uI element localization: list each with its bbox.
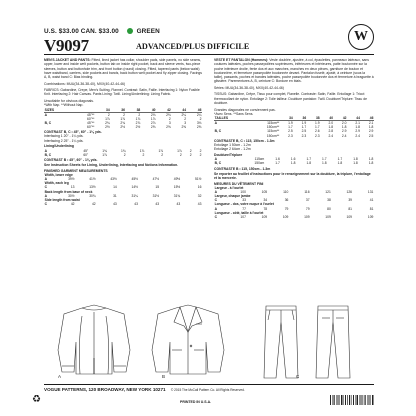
table-row: Width, lower edge xyxy=(44,173,73,178)
interfacing-1: Interfacing 1 20" - 1¼ yds. xyxy=(44,134,84,139)
fabrics: FABRICS: Gabardine, Crepe, Men's Suiting, Flannel. Contrast: Satin, Faille. Interfacing 1: Nylon Fusible Knit. Interfacing 2: Hair Canvas. Pants Lining: Twill. Lining/Underlining: Lining Fabric. xyxy=(44,88,200,97)
price-text: U.S. $33.00 CAN. $33.00 xyxy=(44,28,119,35)
figure-label-a: A xyxy=(58,374,62,379)
size-header: 36 xyxy=(110,108,125,113)
size-header: 40 xyxy=(141,108,156,113)
description-text: Fitted, lined jacket has collar, shoulder pads, side panels, no side seams, upper, lower and inside welt pockets, button tab on inside right pocket, back and sleeve vents, two-piece sleeves, button and buttonhole trim, and front button (round) closing. Fitted, tapered pants (below waist) have waistband, carriers, side pockets and bands, back button welt pocket and fly zipper closing. Facings A, B, waist band C: Bias binding. xyxy=(44,58,202,80)
table-row: B, C 115cm** 2.5 2.5 2.6 2.8 2.9 2.9 2.9 xyxy=(214,129,374,134)
interfacing-2: Interfacing 2 25" - 1¼ yds. xyxy=(44,138,84,143)
barcode-icon xyxy=(330,395,374,405)
table-row: Width, each leg xyxy=(44,181,69,186)
lining-table xyxy=(44,149,202,157)
entoilage-2: Entoilage 2 64cm - 1.2m xyxy=(214,147,251,152)
table-row: Longueur - côté, taille à l'ourlet xyxy=(214,210,264,215)
table-row: 150cm** 2.3 2.3 2.3 2.4 2.4 2.4 2.5 xyxy=(266,133,374,138)
pants-illustration xyxy=(252,302,364,380)
combinations-fr: Séries: MUU(34-36-38-40), MXX(40-42-44-46) xyxy=(214,85,284,90)
metrage-table xyxy=(214,116,374,137)
footer xyxy=(44,387,374,392)
contrast-b: CONTRAST B • 45", 60" - 1⅛ yds. xyxy=(44,157,98,162)
table-row: A 100 105 110 116 121 126 131 xyxy=(214,190,374,195)
finished-table xyxy=(44,173,202,206)
size-header: 34 xyxy=(95,108,110,113)
table-row: Side length from waist xyxy=(44,197,80,202)
description-fr xyxy=(214,58,374,84)
size-header: 44 xyxy=(171,108,186,113)
copyright: © 2015 The McCall Pattern Co. All Rights Reserved. xyxy=(170,388,245,392)
yardage-table xyxy=(44,108,202,129)
table-row: A 115cm** 1.9 1.9 1.9 2.0 2.0 2.1 2.1 xyxy=(214,121,374,126)
table-row: Largeur - à l'ourlet xyxy=(214,186,244,191)
table-row: A 115cm 1.6 1.6 1.7 1.7 1.7 1.8 1.8 xyxy=(214,157,374,162)
tissus: TISSUS: Gabardine, Crêpe, Tissu pour complet, Flanelle. Contraste: Satin, Faille. Entoilage 1: Tricot thermocollant de nylon. Entoilage 2: Toile tailleur. Doublure pantalon: Twill. Doublure/Triplure: Tissu de doublure. xyxy=(214,92,367,106)
size-header: 46 xyxy=(361,116,374,121)
contrast-b-c: CONTRAST B, C • 45", 60" - 1⅛ yds. xyxy=(44,130,102,135)
french-column xyxy=(214,58,374,219)
description xyxy=(44,58,202,79)
recycle-icon: ♻ xyxy=(32,394,41,405)
header-divider xyxy=(44,54,374,55)
size-header: 44 xyxy=(347,116,360,121)
table-row: 60"** 1⅞ 1⅞ 1⅞ 1⅞ 2 2 2 xyxy=(87,116,202,121)
table-row: C 33 34 36 37 38 39 41 xyxy=(214,198,374,203)
table-row: 150cm** 1.7 1.7 1.7 1.8 1.8 1.8 1.8 xyxy=(266,125,374,130)
english-column xyxy=(44,58,202,206)
figure-label-c: C xyxy=(296,374,300,379)
table-row: C 42 42 43 43 43 43 43 xyxy=(44,201,202,206)
table-row: B, C 45"** 2¾ 2¾ 2⅞ 2⅞ 3 3 3⅛ xyxy=(44,120,202,125)
table-row: Largeur, chaque jambe xyxy=(214,194,251,199)
jacket-back-illustration xyxy=(48,302,140,380)
table-row: B, C 150cm 1.7 1.8 1.8 1.8 1.8 1.8 1.8 xyxy=(214,161,374,166)
table-row: Back length from base of neck xyxy=(44,189,93,194)
pattern-number: V9097 xyxy=(44,36,89,55)
contraste-b-c: CONTRASTE B, C • 115, 150cm - 1.3m xyxy=(214,138,275,143)
size-header: 40 xyxy=(320,116,333,121)
size-header: 38 xyxy=(126,108,141,113)
table-row: A 30½ 30¾ 31 31¼ 31½ 31¾ 32 xyxy=(44,193,202,198)
w-logo-icon: W xyxy=(348,24,374,50)
footer-divider xyxy=(44,384,374,385)
table-row: 60"** 2½ 2½ 2½ 2⅝ 2⅝ 2⅝ 2⅝ xyxy=(87,124,202,129)
see-instruction-fr: Se reporter au feuillet d'instructions pour le renseignement sur la doublure, la triplure, l'entoilage et la mercerie. xyxy=(214,172,371,181)
description-text-fr: Veste doublée, ajustée, à col, épaulettes, panneaux latéraux, sans coutures latérales, poches passepoilées supérieures, inférieures et intérieures, patte boutonnée sur la poche intérieure droite, fente dos et aux manches, manches en deux pièces, garniture de bouton et boutonnière, et fermeture passepoilée boutonnée devant. Pantalon fuselé, ajusté, à ceinture (sous la taille), passants, poches et bandes latérales, poche passepoilée boutonnée dos et fermeture à braguette à glissière. Parementures A, B, ceinture C: Bordure en biais. xyxy=(214,58,374,84)
contraste-b: CONTRASTE B • 115, 150cm - 1.3m xyxy=(214,166,271,171)
entoilage-1: Entoilage 1 50cm - 1.2m xyxy=(214,143,251,148)
table-row: A 39½ 41½ 43½ 45½ 47½ 49½ 51½ xyxy=(44,177,202,182)
grandes-note: Grandes diagonales ne conviennent pas. xyxy=(214,107,276,112)
table-row: C 13 13½ 14 14½ 15 15½ 16 xyxy=(44,185,202,190)
see-instruction: See Instruction Sheets for Lining, Underlining, Interfacing and Notions Information. xyxy=(44,163,179,168)
size-header: 42 xyxy=(156,108,171,113)
difficulty-level: ADVANCED/PLUS DIFFICILE xyxy=(136,42,250,51)
finished-title-fr: MESURES DU VÊTEMENT FINI xyxy=(214,181,264,186)
price-line xyxy=(44,28,160,35)
description-lead: MEN'S JACKET AND PANTS: xyxy=(44,58,91,62)
jacket-front-illustration xyxy=(142,302,234,380)
finished-table-fr xyxy=(214,186,374,219)
doublure-header: Doublure/Triplure xyxy=(214,152,243,157)
publisher-address: VOGUE PATTERNS, 120 BROADWAY, NEW YORK 10271 xyxy=(44,387,166,392)
figure-label-b: B xyxy=(162,374,166,379)
size-header: 46 xyxy=(187,108,202,113)
printed-in: PRINTED IN U.S.A. xyxy=(180,400,212,404)
color-label: GREEN xyxy=(136,28,160,35)
size-header: 38 xyxy=(307,116,320,121)
size-header: 34 xyxy=(280,116,293,121)
doublure-table xyxy=(214,157,374,165)
description-lead-fr: VESTE ET PANTALON (Hommes): xyxy=(214,58,269,62)
green-dot-icon xyxy=(127,28,133,34)
size-header-label: TAILLES xyxy=(214,116,248,121)
nap-note: *With Nap. **Without Nap. xyxy=(44,103,84,108)
sens-note: *Avec Sens. **Sans Sens. xyxy=(214,111,254,116)
size-header: 42 xyxy=(334,116,347,121)
finished-title: FINISHED GARMENT MEASUREMENTS xyxy=(44,168,108,173)
size-header-label: SIZES xyxy=(44,108,72,113)
combinations: Combinations: MUU(34-36-38-40), MXX(40-42-44-46) xyxy=(44,81,126,86)
table-row: A 77 78 79 79 80 81 81 xyxy=(214,206,374,211)
table-row: A 45" 1¾ 1¾ 1⅞ 1⅞ 1⅞ 2 2 xyxy=(44,148,202,153)
lining-header: Lining/Underlining xyxy=(44,144,74,149)
size-header: 36 xyxy=(293,116,306,121)
unsuitable-note: Unsuitable for obvious diagonals. xyxy=(44,98,94,103)
table-row: A 45"** 2 2 2 2⅛ 2⅛ 2¼ 2¼ xyxy=(44,112,202,117)
table-row: C 107 109 109 109 109 109 109 xyxy=(214,214,374,219)
table-row: Longueur - dos, votre nuque à l'ourlet xyxy=(214,202,274,207)
table-row: B, C 60" 1⅞ 2 2 2 2 2 2 xyxy=(44,152,202,157)
